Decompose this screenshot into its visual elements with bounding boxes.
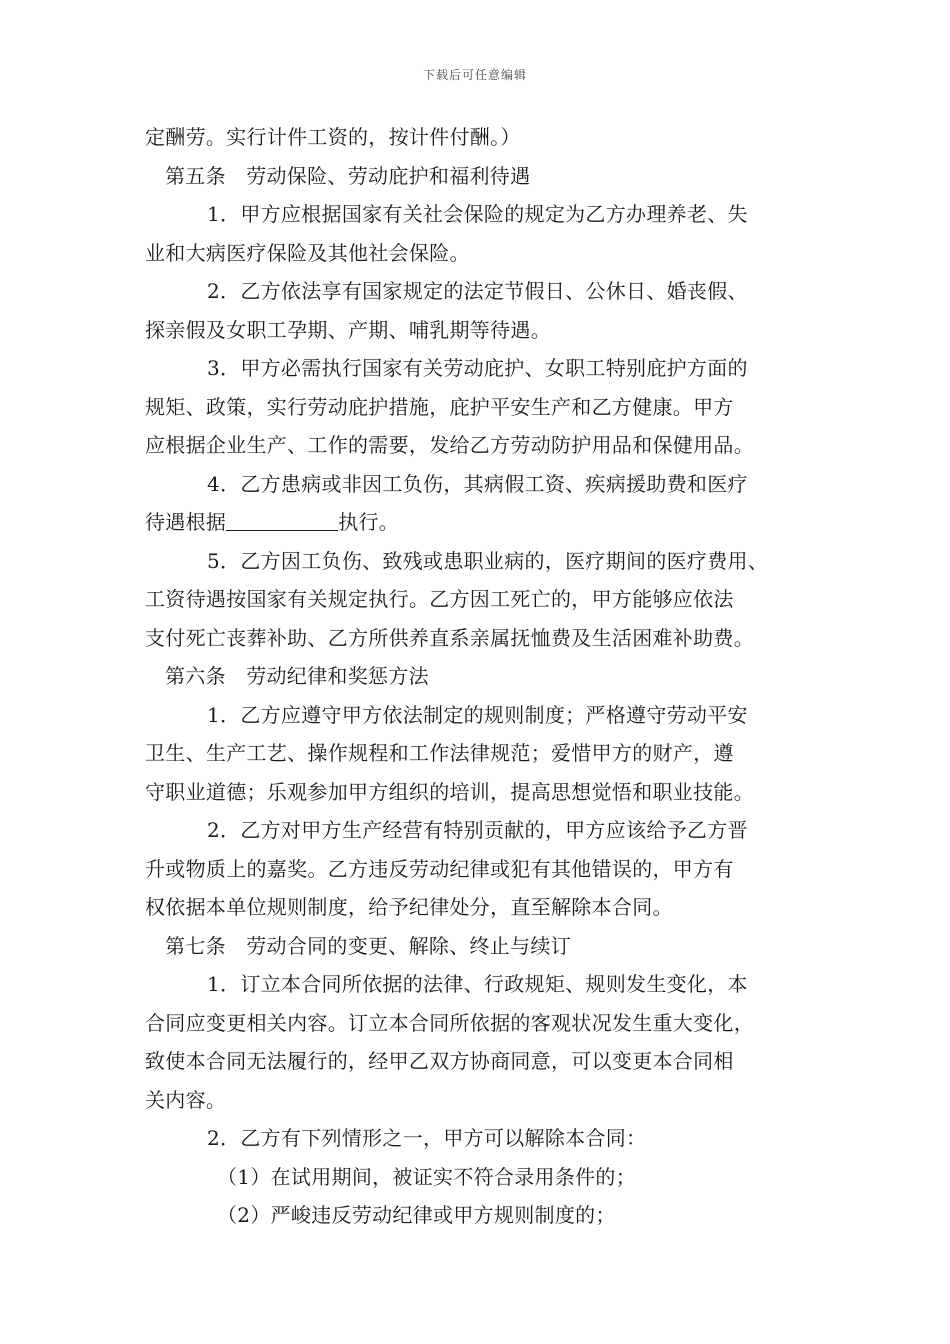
paragraph-line: 探亲假及女职工孕期、产期、哺乳期等待遇。	[145, 317, 551, 342]
paragraph-line: 1．甲方应根据国家有关社会保险的规定为乙方办理养老、失	[207, 202, 748, 226]
line-text: 执行。	[338, 510, 400, 534]
article-heading: 第五条 劳动保险、劳动庇护和福利待遇	[165, 163, 531, 188]
paragraph-line: 升或物质上的嘉奖。乙方违反劳动纪律或犯有其他错误的，甲方有	[145, 856, 734, 881]
list-item: （1）在试用期间，被证实不符合录用条件的；	[217, 1164, 637, 1189]
line-text: 待遇根据	[145, 510, 227, 534]
document-body	[145, 118, 825, 1235]
paragraph-line: 卫生、生产工艺、操作规程和工作法律规范；爱惜甲方的财产，遵	[145, 741, 734, 765]
paragraph-line: 应根据企业生产、工作的需要，发给乙方劳动防护用品和保健用品。	[145, 433, 754, 457]
paragraph-line: 2．乙方依法享有国家规定的法定节假日、公休日、婚丧假、	[207, 279, 748, 303]
article-heading: 第六条 劳动纪律和奖惩方法	[165, 664, 429, 688]
paragraph-line: 致使本合同无法履行的，经甲乙双方协商同意，可以变更本合同相	[145, 1049, 734, 1073]
paragraph-line: 2．乙方有下列情形之一，甲方可以解除本合同：	[207, 1126, 647, 1150]
paragraph-line: 支付死亡丧葬补助、乙方所供养直系亲属抚恤费及生活困难补助费。	[145, 625, 754, 650]
paragraph-line: 合同应变更相关内容。订立本合同所依据的客观状况发生重大变化，	[145, 1010, 754, 1035]
paragraph-line: 4．乙方患病或非因工负伤，其病假工资、疾病援助费和医疗	[207, 471, 748, 496]
page-header: 下载后可任意编辑	[422, 68, 527, 82]
paragraph-line: 工资待遇按国家有关规定执行。乙方因工死亡的，甲方能够应依法	[145, 587, 734, 611]
paragraph-line: 定酬劳。实行计件工资的，按计件付酬。）	[145, 125, 521, 149]
paragraph-line: 5．乙方因工负伤、致残或患职业病的，医疗期间的医疗费用、	[207, 548, 769, 573]
paragraph-line: 权依据本单位规则制度，给予纪律处分，直至解除本合同。	[145, 895, 673, 919]
list-item: （2）严峻违反劳动纪律或甲方规则制度的；	[217, 1203, 616, 1227]
paragraph-line: 守职业道德；乐观参加甲方组织的培训，提高思想觉悟和职业技能。	[145, 779, 754, 804]
paragraph-line: 关内容。	[145, 1087, 227, 1112]
paragraph-line: 业和大病医疗保险及其他社会保险。	[145, 240, 470, 265]
paragraph-line: 2．乙方对甲方生产经营有特别贡献的，甲方应该给予乙方晋	[207, 818, 748, 842]
paragraph-line: 规矩、政策，实行劳动庇护措施，庇护平安生产和乙方健康。甲方	[145, 394, 734, 419]
paragraph-line: 3．甲方必需执行国家有关劳动庇护、女职工特别庇护方面的	[207, 356, 748, 380]
paragraph-line	[145, 503, 825, 542]
fill-in-blank	[226, 506, 338, 531]
paragraph-line: 1．订立本合同所依据的法律、行政规矩、规则发生变化，本	[207, 972, 748, 996]
paragraph-line: 1．乙方应遵守甲方依法制定的规则制度；严格遵守劳动平安	[207, 702, 748, 727]
article-heading: 第七条 劳动合同的变更、解除、终止与续订	[165, 933, 571, 958]
